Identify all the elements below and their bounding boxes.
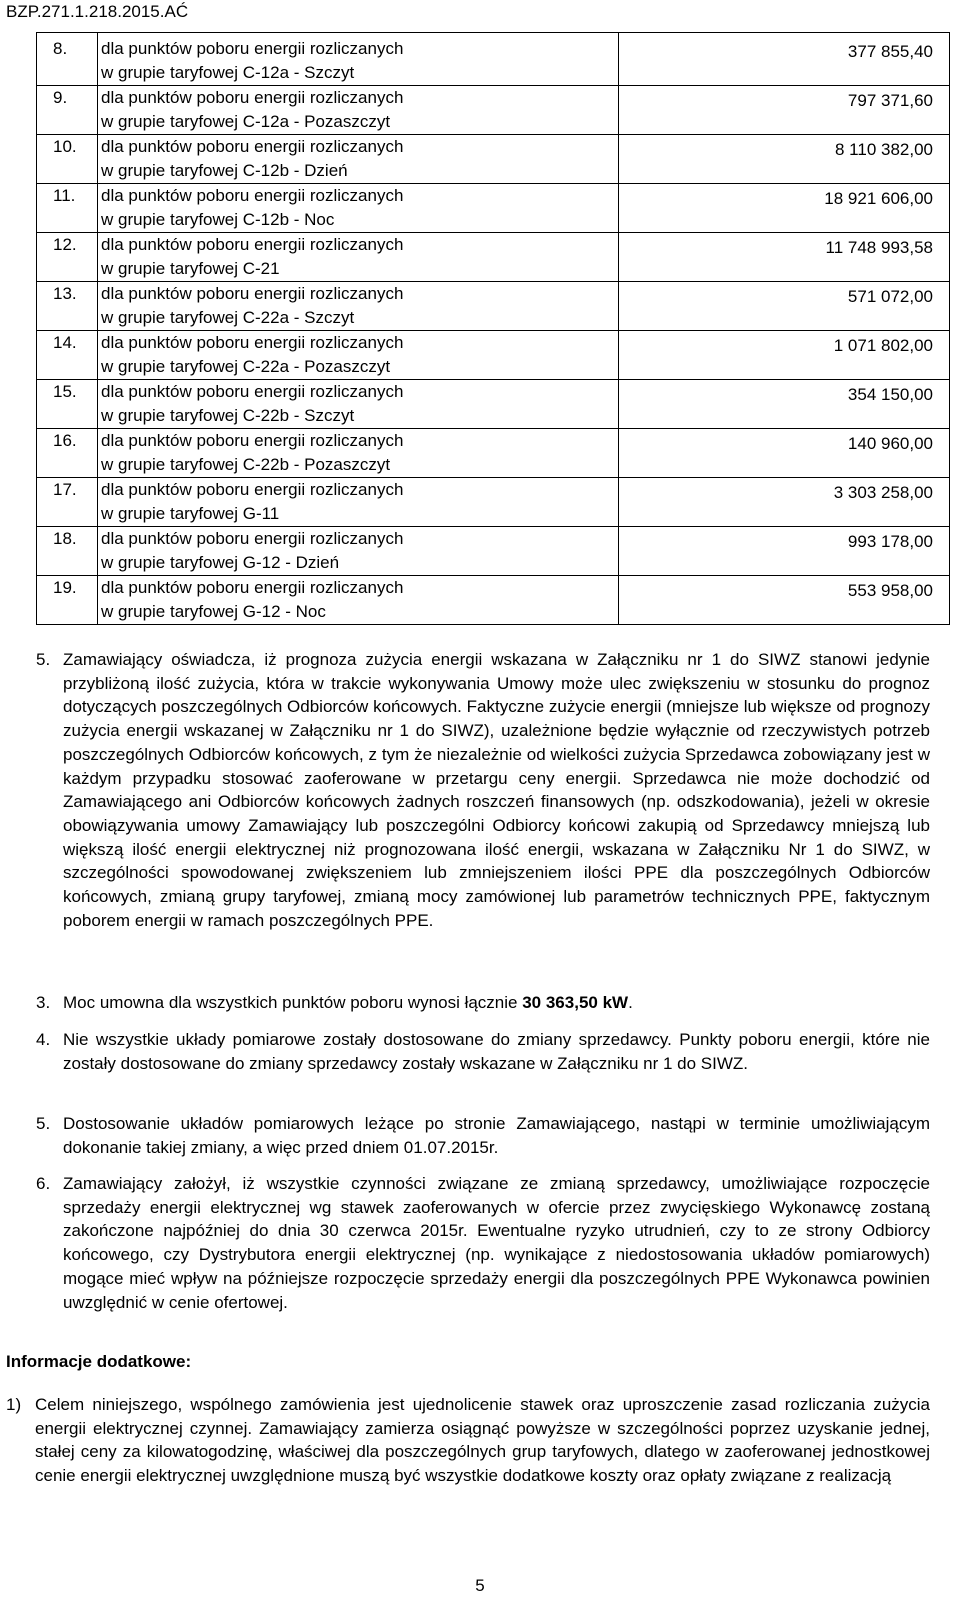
row-value: 1 071 802,00	[833, 336, 933, 355]
paragraph-block	[36, 1112, 930, 1159]
row-number: 9.	[53, 88, 68, 107]
row-value-cell	[619, 478, 950, 527]
row-number: 14.	[53, 333, 77, 352]
additional-item-1	[6, 1393, 930, 1488]
table-row	[37, 135, 950, 184]
row-description-line1: dla punktów poboru energii rozliczanych	[101, 284, 404, 303]
paragraph-4-metering	[36, 1028, 930, 1075]
table-row	[37, 576, 950, 625]
row-value-cell	[619, 233, 950, 282]
row-value: 553 958,00	[847, 581, 933, 600]
row-description-cell	[98, 282, 619, 331]
row-value-cell	[619, 282, 950, 331]
row-description-line2: w grupie taryfowej C-22b - Szczyt	[101, 406, 355, 425]
paragraph-5-adjustment	[36, 1112, 930, 1159]
document-code: BZP.271.1.218.2015.AĆ	[6, 2, 189, 21]
table-row	[37, 184, 950, 233]
row-description-line2: w grupie taryfowej C-12a - Pozaszczyt	[101, 112, 391, 131]
row-value: 377 855,40	[847, 42, 933, 61]
row-number-cell	[37, 331, 98, 380]
row-value-cell	[619, 184, 950, 233]
row-description-line1: dla punktów poboru energii rozliczanych	[101, 480, 404, 499]
table-row	[37, 478, 950, 527]
row-description-cell	[98, 33, 619, 86]
row-value: 571 072,00	[847, 287, 933, 306]
row-description-line2: w grupie taryfowej C-21	[101, 259, 280, 278]
table-row	[37, 33, 950, 86]
paragraph-number: 5.	[36, 1114, 51, 1133]
row-number-cell	[37, 184, 98, 233]
row-description-cell	[98, 380, 619, 429]
row-description-line2: w grupie taryfowej G-11	[101, 504, 280, 523]
row-description-line2: w grupie taryfowej C-12b - Dzień	[101, 161, 348, 180]
paragraph-number: 5.	[36, 650, 51, 669]
row-value: 18 921 606,00	[824, 189, 933, 208]
item-number: 1)	[6, 1395, 22, 1414]
section-heading: Informacje dodatkowe:	[6, 1352, 192, 1371]
row-number: 16.	[53, 431, 77, 450]
row-value: 3 303 258,00	[833, 483, 933, 502]
table-row	[37, 380, 950, 429]
row-value: 993 178,00	[847, 532, 933, 551]
table-row	[37, 429, 950, 478]
row-description-line1: dla punktów poboru energii rozliczanych	[101, 39, 404, 58]
row-description-line1: dla punktów poboru energii rozliczanych	[101, 529, 404, 548]
paragraph-5-forecast	[36, 648, 930, 932]
row-number-cell	[37, 576, 98, 625]
paragraph-text: Moc umowna dla wszystkich punktów poboru wynosi łącznie	[63, 993, 523, 1012]
paragraph-number: 6.	[36, 1174, 51, 1193]
paragraph-3-contract-power	[36, 991, 930, 1015]
paragraph-number: 3.	[36, 993, 51, 1012]
row-number-cell	[37, 33, 98, 86]
table-row	[37, 282, 950, 331]
row-description-cell	[98, 86, 619, 135]
row-description-line2: w grupie taryfowej G-12 - Dzień	[101, 553, 340, 572]
row-description-line2: w grupie taryfowej C-22a - Szczyt	[101, 308, 355, 327]
row-value-cell	[619, 331, 950, 380]
paragraph-block	[36, 1028, 930, 1075]
row-value: 354 150,00	[847, 385, 933, 404]
row-number-cell	[37, 135, 98, 184]
row-number: 12.	[53, 235, 77, 254]
row-description-line1: dla punktów poboru energii rozliczanych	[101, 431, 404, 450]
row-value-cell	[619, 86, 950, 135]
paragraph-number: 4.	[36, 1030, 51, 1049]
row-value-cell	[619, 135, 950, 184]
paragraph-text: Zamawiający założył, iż wszystkie czynności związane ze zmianą sprzedawcy, umożliwiające rozpoczęcie sprzedaży energii elektrycznej wg stawek zaoferowanych w ofercie przez zwycięskiego Wykonawcę zostaną zakończone najpóźniej do dnia 30 czerwca 2015r. Ewentualne ryzyko utrudnień, czy to ze strony Odbiorcy końcowego, czy Dystrybutora energii elektrycznej (np. wynikające z niedostosowania układów pomiarowych) mogące mieć wpływ na późniejsze rozpoczęcie sprzedaży energii dla poszczególnych PPE Wykonawca powinien uwzględnić w cenie ofertowej.	[63, 1174, 930, 1312]
row-value: 797 371,60	[847, 91, 933, 110]
row-number-cell	[37, 429, 98, 478]
paragraph-text: Zamawiający oświadcza, iż prognoza zużycia energii wskazana w Załączniku nr 1 do SIWZ stanowi jedynie przybliżoną ilość zużycia, która w trakcie wykonywania Umowy może ulec zwiększeniu w stosunku do prognoz dotyczących poszczególnych Odbiorców końcowych. Faktyczne zużycie energii (mniejsze lub większe od prognozy zużycia energii wskazanej w Załączniku nr 1 do SIWZ), uzależnione będzie wyłącznie od rzeczywistych potrzeb poszczególnych Odbiorców końcowych, z tym że niezależnie od wielkości zużycia Sprzedawca zobowiązany jest w każdym przypadku stosować zaoferowane w przetargu ceny energii. Sprzedawca nie może dochodzić od Zamawiającego ani Odbiorców końcowych żadnych roszczeń finansowych (np. odszkodowania), jeżeli w okresie obowiązywania umowy Zamawiający lub poszczególni Odbiorcy końcowi zakupią od Sprzedawcy mniejszą lub większą ilość energii elektrycznej niż prognozowana ilość energii, wskazana w Załączniku Nr 1 do SIWZ, w szczególności spowodowanej zwiększeniem lub zmniejszeniem ilości PPE dla poszczególnych Odbiorców końcowych, zmianą grupy taryfowej, zmianą mocy zamówionej lub parametrów technicznych PPE, faktycznym poborem energii w ramach poszczególnych PPE.	[63, 650, 930, 930]
paragraph-block	[36, 991, 930, 1015]
row-number: 17.	[53, 480, 77, 499]
row-number-cell	[37, 380, 98, 429]
table-row	[37, 233, 950, 282]
page-number: 5	[475, 1576, 485, 1595]
row-description-line2: w grupie taryfowej C-22b - Pozaszczyt	[101, 455, 391, 474]
row-description-line1: dla punktów poboru energii rozliczanych	[101, 186, 404, 205]
row-description-line1: dla punktów poboru energii rozliczanych	[101, 333, 404, 352]
row-value-cell	[619, 429, 950, 478]
paragraph-6-supplier-change	[36, 1172, 930, 1314]
row-description-line1: dla punktów poboru energii rozliczanych	[101, 382, 404, 401]
paragraph-block	[36, 648, 930, 932]
row-number: 8.	[53, 39, 68, 58]
row-description-line1: dla punktów poboru energii rozliczanych	[101, 578, 404, 597]
row-number-cell	[37, 233, 98, 282]
row-description-line2: w grupie taryfowej C-12b - Noc	[101, 210, 335, 229]
row-description-line1: dla punktów poboru energii rozliczanych	[101, 88, 404, 107]
row-number: 18.	[53, 529, 77, 548]
row-value: 140 960,00	[847, 434, 933, 453]
row-number: 10.	[53, 137, 77, 156]
paragraph-text-end: .	[628, 993, 633, 1012]
row-description-cell	[98, 331, 619, 380]
row-description-cell	[98, 478, 619, 527]
row-number: 15.	[53, 382, 77, 401]
row-number-cell	[37, 478, 98, 527]
row-description-line1: dla punktów poboru energii rozliczanych	[101, 137, 404, 156]
tariff-group-table	[36, 32, 950, 625]
row-number: 11.	[53, 186, 76, 205]
row-value-cell	[619, 576, 950, 625]
row-description-cell	[98, 576, 619, 625]
row-description-cell	[98, 233, 619, 282]
table-row	[37, 331, 950, 380]
row-number-cell	[37, 282, 98, 331]
item-text: Celem niniejszego, wspólnego zamówienia jest ujednolicenie stawek oraz uproszczenie zasad rozliczania zużycia energii elektrycznej czynnej. Zamawiający zamierza osiągnąć powyższe w szczególności poprzez uzyskanie jednej, stałej ceny za kilowatogodzinę, właściwej dla poszczególnych grup taryfowych, dlatego w zaoferowanej jednostkowej cenie energii elektrycznej uwzględnione muszą być wszystkie dodatkowe koszty oraz opłaty związane z realizacją	[35, 1395, 930, 1486]
table-row	[37, 86, 950, 135]
row-number-cell	[37, 527, 98, 576]
paragraph-block	[36, 1172, 930, 1314]
row-number: 13.	[53, 284, 77, 303]
row-description-cell	[98, 184, 619, 233]
row-value-cell	[619, 527, 950, 576]
paragraph-text: Nie wszystkie układy pomiarowe zostały dostosowane do zmiany sprzedawcy. Punkty poboru energii, które nie zostały dostosowane do zmiany sprzedawcy zostały wskazane w Załączniku nr 1 do SIWZ.	[63, 1030, 930, 1073]
row-number: 19.	[53, 578, 77, 597]
row-description-line1: dla punktów poboru energii rozliczanych	[101, 235, 404, 254]
row-value: 11 748 993,58	[825, 238, 933, 257]
paragraph-text: Dostosowanie układów pomiarowych leżące po stronie Zamawiającego, nastąpi w terminie umożliwiającym dokonanie takiej zmiany, a więc przed dniem 01.07.2015r.	[63, 1114, 930, 1157]
table-row	[37, 527, 950, 576]
row-description-cell	[98, 429, 619, 478]
contract-power-value: 30 363,50 kW	[522, 993, 629, 1012]
row-description-line2: w grupie taryfowej C-12a - Szczyt	[101, 63, 355, 82]
row-description-line2: w grupie taryfowej G-12 - Noc	[101, 602, 326, 621]
row-number-cell	[37, 86, 98, 135]
row-description-cell	[98, 135, 619, 184]
row-description-cell	[98, 527, 619, 576]
row-description-line2: w grupie taryfowej C-22a - Pozaszczyt	[101, 357, 391, 376]
row-value-cell	[619, 380, 950, 429]
row-value-cell	[619, 33, 950, 86]
row-value: 8 110 382,00	[835, 140, 933, 159]
paragraph-block	[6, 1393, 930, 1488]
